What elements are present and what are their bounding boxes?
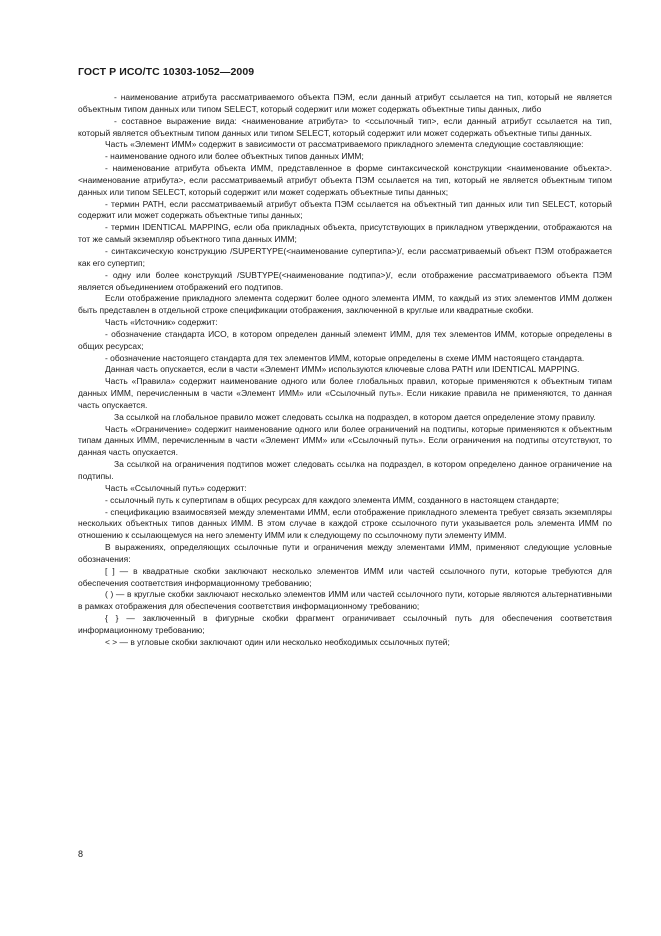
paragraph: - термин PATH, если рассматриваемый атрибут объекта ПЭМ ссылается на объектный тип данных или тип SELECT, который содержит или может содержать объектные типы данных; [78,198,612,221]
paragraph: - наименование атрибута объекта ИММ, представленное в форме синтаксической конструкции <наименование объекта>.<наименование атрибута>, если рассматриваемый атрибут объекта ПЭМ ссылается на тип, который не является объектным типом данных или типом SELECT, который содержит или может содержать объектные типы данных; [78,163,612,197]
paragraph: - наименование одного или более объектных типов данных ИММ; [105,151,364,162]
paragraph: Часть «Ограничение» содержит наименование одного или более ограничений на подтипы, которые применяются к объектным типам данных ИММ, перечисленным в части «Элемент ИММ» или «Ссылочный путь». Если ограничения на подтипы отсутствуют, то данная часть опускается. [78,423,612,458]
paragraph: - спецификацию взаимосвязей между элементами ИММ, если отображение прикладного элемента требует связать экземпляры нескольких объектных типов данных ИММ. В этом случае в каждой строке ссылочного пути указывается роль элемента ИММ по отношению к ссылающемуся на него элементу ИММ или к следующему по ссылочному пути элементу ИММ. [78,506,612,541]
paragraph: - одну или более конструкций /SUBTYPE(<наименование подтипа>)/, если отображение рассматриваемого объекта ПЭМ является объединением отображений его подтипов. [78,269,612,292]
paragraph: ( ) — в круглые скобки заключают несколько элементов ИММ или частей ссылочного пути, которые являются альтернативными в рамках отображения для обеспечения соответствия информационному требованию; [78,589,612,612]
paragraph: - ссылочный путь к супертипам в общих ресурсах для каждого элемента ИММ, созданного в настоящем стандарте; [105,494,559,505]
paragraph: - наименование атрибута рассматриваемого объекта ПЭМ, если данный атрибут ссылается на тип, который не является объектным типом данных или типом SELECT, который содержит или может содержать объектные типы данных, либо [78,92,612,114]
paragraph: За ссылкой на ограничения подтипов может следовать ссылка на подраздел, в котором определено данное ограничение на подтипы. [78,459,612,481]
paragraph: - синтаксическую конструкцию /SUPERTYPE(<наименование супертипа>)/, если рассматриваемый объект ПЭМ отображается как его супертип; [78,245,612,268]
paragraph: Часть «Источник» содержит: [105,317,218,328]
paragraph: Часть «Элемент ИММ» содержит в зависимости от рассматриваемого прикладного элемента следующие составляющие: [105,139,584,150]
paragraph: Если отображение прикладного элемента содержит более одного элемента ИММ, то каждый из этих элементов ИММ должен быть представлен в отдельной строке спецификации отображения, заключенной в круглые или квадратные скобки. [78,293,612,316]
paragraph: Часть «Ссылочный путь» содержит: [105,482,247,493]
paragraph: Часть «Правила» содержит наименование одного или более глобальных правил, которые применяются к объектным типам данных ИММ, перечисленным в части «Элемент ИММ» или «Ссылочный путь». Если никакие правила не применяются, то данная часть опускается. [78,376,612,410]
page-number: 8 [78,849,84,859]
paragraph: [ ] — в квадратные скобки заключают несколько элементов ИММ или частей ссылочного пути, которые требуются для обеспечения соответствия информационному требованию; [78,565,612,588]
paragraph: - составное выражение вида: <наименование атрибута> to <ссылочный тип>, если данный атрибут ссылается на тип, который является объектным типом данных или типом SELECT, который содержит или может содержать объектные типы данных. [78,115,612,138]
document-header: ГОСТ Р ИСО/ТС 10303-1052—2009 [78,66,255,78]
document-body [78,92,612,649]
paragraph: < > — в угловые скобки заключают один или несколько необходимых ссылочных путей; [105,636,450,647]
paragraph: - обозначение стандарта ИСО, в котором определен данный элемент ИММ, для тех элементов ИММ, которые определены в общих ресурсах; [78,328,612,351]
paragraph: - термин IDENTICAL MAPPING, если оба прикладных объекта, присутствующих в прикладном утверждении, отображаются на тот же самый экземпляр объектного типа данных ИММ; [78,222,612,245]
paragraph: - обозначение настоящего стандарта для тех элементов ИММ, которые определены в схеме ИММ настоящего стандарта. [105,352,585,363]
paragraph: В выражениях, определяющих ссылочные пути и ограничения между элементами ИММ, применяют следующие условные обозначения: [78,542,612,564]
paragraph: { } — заключенный в фигурные скобки фрагмент ограничивает ссылочный путь для обеспечения соответствия информационному требованию; [78,613,612,635]
paragraph: Данная часть опускается, если в части «Элемент ИММ» используются ключевые слова PATH или IDENTICAL MAPPING. [105,364,580,375]
paragraph: За ссылкой на глобальное правило может следовать ссылка на подраздел, в котором дается определение этому правилу. [114,411,596,422]
